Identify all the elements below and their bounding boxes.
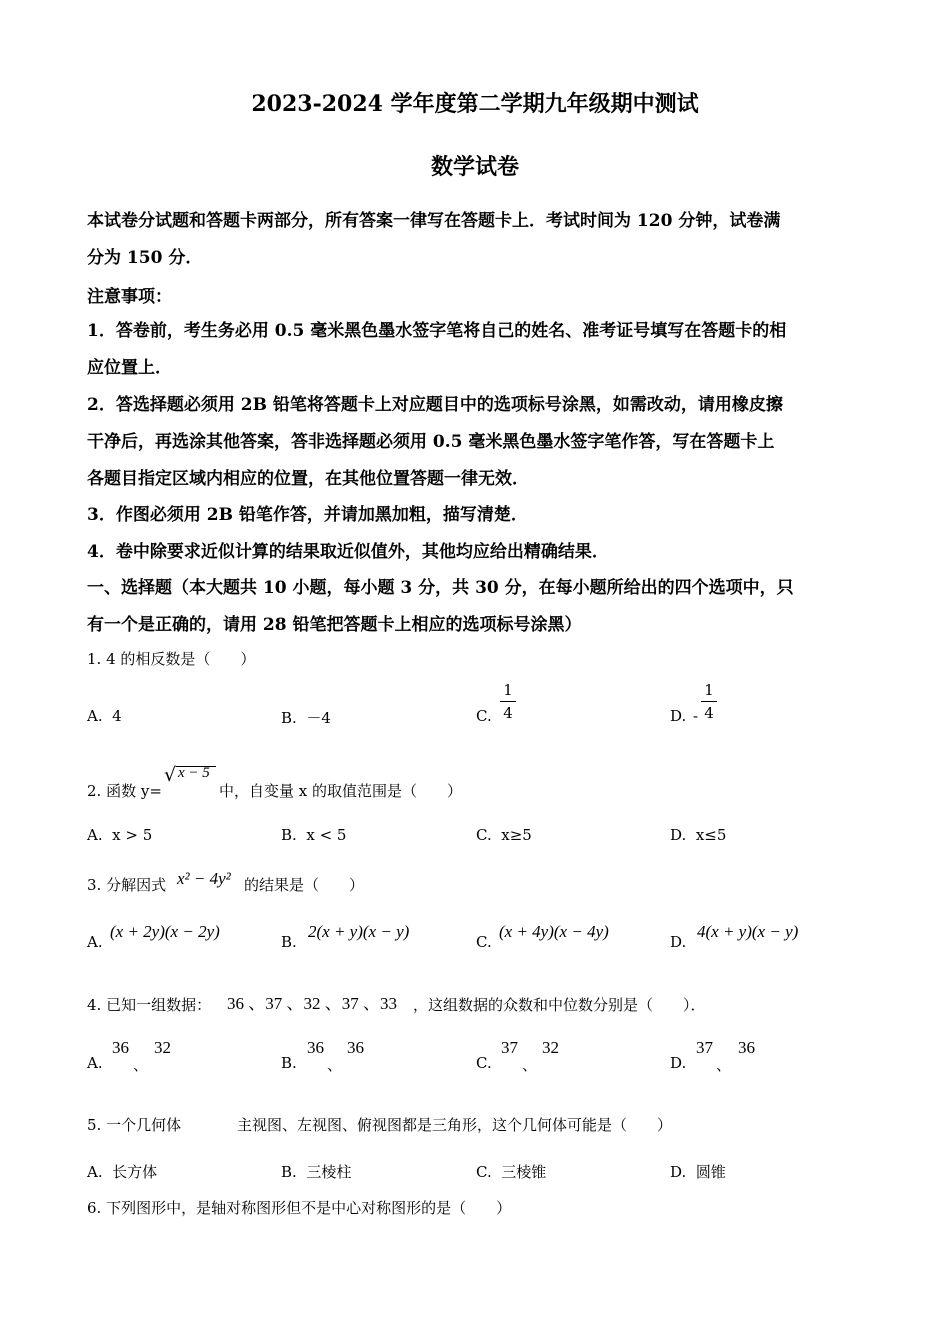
notice-heading: 注意事项： <box>87 287 172 307</box>
q3-option-b-text: 2(x + y)(x − y) <box>308 922 410 941</box>
q1-option-a[interactable] <box>87 707 122 725</box>
q1-stem: 1. 4 的相反数是（ ） <box>87 650 256 668</box>
option-text: x≤5 <box>695 826 727 844</box>
option-text: x > 5 <box>112 826 153 844</box>
q4-data: 36 、37 、32 、37 、33 <box>227 994 397 1013</box>
q2-option-a[interactable] <box>87 826 152 844</box>
intro-line-1: 本试卷分试题和答题卡两部分，所有答案一律写在答题卡上．考试时间为 120 分钟，试卷满 <box>87 211 781 231</box>
q5-option-b[interactable] <box>281 1161 351 1182</box>
sqrt-icon: √ <box>164 764 177 786</box>
section-heading-line-2: 有一个是正确的，请用 28 铅笔把答题卡上相应的选项标号涂黑） <box>87 615 582 635</box>
q4-option-d-sep: 、 <box>716 1056 732 1074</box>
q4-option-d-label[interactable]: D. <box>670 1054 687 1072</box>
option-text: x≥5 <box>501 826 532 844</box>
q3-option-a-label[interactable]: A. <box>87 933 103 951</box>
option-text: x < 5 <box>306 826 347 844</box>
q4-option-c-value-1: 37 <box>501 1038 518 1057</box>
option-label: D. <box>670 1163 687 1181</box>
q4-option-c-sep: 、 <box>522 1056 538 1074</box>
option-text: 三棱柱 <box>306 1163 352 1181</box>
option-label: C. <box>476 826 492 844</box>
numerator: 1 <box>503 681 513 699</box>
notice-line: 2．答选择题必须用 2B 铅笔将答题卡上对应题目中的选项标号涂黑，如需改动，请用橡皮擦 <box>87 395 783 415</box>
q3-option-c-label[interactable]: C. <box>476 933 492 951</box>
q4-option-c-value-2: 32 <box>542 1038 559 1057</box>
option-text: 圆锥 <box>695 1163 726 1181</box>
q3-option-d-text: 4(x + y)(x − y) <box>697 922 799 941</box>
q4-option-d-value-2: 36 <box>738 1038 755 1057</box>
q3-stem-pre: 3. 分解因式 <box>87 876 167 894</box>
q4-option-a-sep: 、 <box>133 1056 149 1074</box>
q4-option-a-label[interactable]: A. <box>87 1054 103 1072</box>
option-label: B. <box>281 709 297 727</box>
q5-option-a[interactable] <box>87 1161 157 1182</box>
fraction-bar <box>701 701 717 702</box>
option-label: C. <box>476 1163 492 1181</box>
option-text: 三棱锥 <box>501 1163 547 1181</box>
intro-line-2: 分为 150 分． <box>87 248 203 268</box>
q3-option-c-text: (x + 4y)(x − 4y) <box>499 922 609 941</box>
q4-option-d-value-1: 37 <box>696 1038 713 1057</box>
notice-line: 各题目指定区域内相应的位置，在其他位置答题一律无效． <box>87 469 529 489</box>
notice-line: 干净后，再选涂其他答案，答非选择题必须用 0.5 毫米黑色墨水签字笔作答，写在答题卡上 <box>87 432 775 452</box>
numerator: 1 <box>704 681 714 699</box>
denominator: 4 <box>704 704 714 722</box>
option-label: A. <box>87 1163 103 1181</box>
denominator: 4 <box>503 704 513 722</box>
q2-stem-post: 中，自变量 x 的取值范围是（ ） <box>219 782 462 800</box>
q2-option-d[interactable] <box>670 826 726 844</box>
q2-radicand: x − 5 <box>178 765 210 781</box>
option-label: A. <box>87 826 103 844</box>
q3-stem-post: 的结果是（ ） <box>244 876 365 894</box>
q3-option-a-text: (x + 2y)(x − 2y) <box>110 922 220 941</box>
q4-option-b-label[interactable]: B. <box>281 1054 297 1072</box>
option-label: B. <box>281 1163 297 1181</box>
q4-stem-pre: 4. 已知一组数据： <box>87 996 212 1014</box>
exam-subtitle: 数学试卷 <box>430 154 519 180</box>
option-label: D. <box>670 826 687 844</box>
notice-line: 4．卷中除要求近似计算的结果取近似值外，其他均应给出精确结果． <box>87 542 609 562</box>
q6-stem: 6. 下列图形中，是轴对称图形但不是中心对称图形的是（ ） <box>87 1199 512 1217</box>
q4-option-b-value-2: 36 <box>347 1038 364 1057</box>
q2-option-b[interactable] <box>281 826 346 844</box>
option-text: 4 <box>112 707 122 725</box>
q3-option-b-label[interactable]: B. <box>281 933 297 951</box>
section-heading-line-1: 一、选择题（本大题共 10 小题，每小题 3 分，共 30 分，在每小题所给出的四个选项中，只 <box>87 578 794 598</box>
q1-option-d-fraction <box>701 681 717 722</box>
option-text: －4 <box>306 709 331 727</box>
q4-stem-post: ，这组数据的众数和中位数分别是（ ）． <box>413 996 706 1014</box>
q3-expression: x² − 4y² <box>177 869 231 888</box>
exam-title: 2023-2024 学年度第二学期九年级期中测试 <box>251 91 699 117</box>
q4-option-a-value-2: 32 <box>154 1038 171 1057</box>
q4-option-a-value-1: 36 <box>112 1038 129 1057</box>
q5-stem-pre: 5. 一个几何体 <box>87 1116 182 1134</box>
q1-option-d-sign: - <box>693 707 699 725</box>
fraction-bar <box>500 701 516 702</box>
option-label: A. <box>87 707 103 725</box>
q2-option-c[interactable] <box>476 826 532 844</box>
option-label: B. <box>281 826 297 844</box>
q1-option-d-label[interactable]: D. <box>670 707 687 725</box>
notice-line: 应位置上． <box>87 358 172 378</box>
q1-option-b[interactable] <box>281 707 331 728</box>
q3-option-d-label[interactable]: D. <box>670 933 687 951</box>
q5-option-c[interactable] <box>476 1161 546 1182</box>
q1-option-c-label[interactable]: C. <box>476 707 492 725</box>
q4-option-c-label[interactable]: C. <box>476 1054 492 1072</box>
q5-stem-post: 主视图、左视图、俯视图都是三角形，这个几何体可能是（ ） <box>237 1116 673 1134</box>
q5-option-d[interactable] <box>670 1161 726 1182</box>
q4-option-b-sep: 、 <box>327 1056 343 1074</box>
q1-option-c-fraction <box>500 681 516 722</box>
notice-line: 3．作图必须用 2B 铅笔作答，并请加黑加粗，描写清楚． <box>87 505 528 525</box>
option-text: 长方体 <box>112 1163 158 1181</box>
q4-option-b-value-1: 36 <box>307 1038 324 1057</box>
notice-line: 1．答卷前，考生务必用 0.5 毫米黑色墨水签字笔将自己的姓名、准考证号填写在答题卡的相 <box>87 321 787 341</box>
q2-stem-pre: 2. 函数 y= <box>87 782 162 800</box>
